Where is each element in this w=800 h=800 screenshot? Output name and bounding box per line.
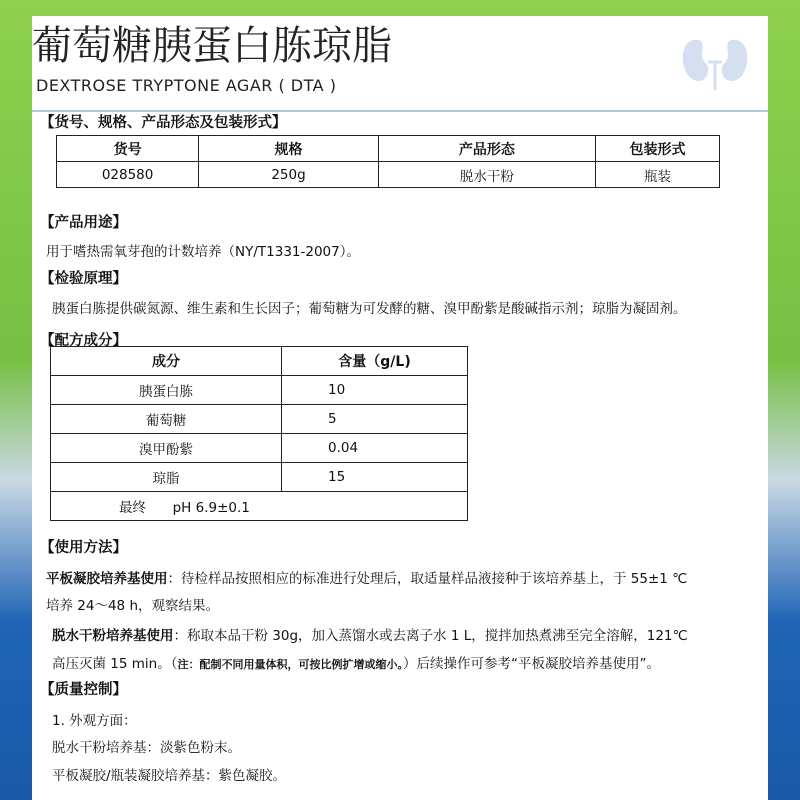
product-title-en: DEXTROSE TRYPTONE AGAR ( DTA )	[36, 76, 337, 95]
section-principle-heading: 【检验原理】	[40, 271, 127, 287]
formula-ingredient: 胰蛋白胨	[51, 376, 282, 405]
method-plate-text: ：待检样品按照相应的标准进行处理后，取适量样品液接种于该培养基上，于 55±1 ℃	[167, 571, 688, 587]
method-dry-label: 脱水干粉培养基使用	[52, 628, 174, 644]
section-method-heading: 【使用方法】	[40, 540, 127, 556]
formula-ingredient: 琼脂	[51, 463, 282, 492]
formula-final-cell	[51, 492, 468, 521]
formula-amount: 15	[282, 463, 468, 492]
table-row-final	[51, 492, 468, 521]
spec-cell-code: 028580	[57, 162, 199, 188]
spec-cell-form: 脱水干粉	[378, 162, 595, 188]
formula-final-label: 最终	[119, 500, 146, 516]
product-title-cn: 葡萄糖胰蛋白胨琼脂	[32, 23, 392, 69]
table-row	[51, 405, 468, 434]
table-header-row	[57, 136, 720, 162]
method-plate-label: 平板凝胶培养基使用	[46, 571, 168, 587]
quality-item-1: 1. 外观方面：	[52, 713, 137, 729]
method-plate-line1	[46, 569, 687, 589]
section-spec-heading: 【货号、规格、产品形态及包装形式】	[40, 115, 287, 131]
title-divider	[32, 110, 768, 112]
table-row	[51, 434, 468, 463]
table-row	[51, 376, 468, 405]
formula-header-amount: 含量（g/L)	[282, 347, 468, 376]
table-row	[51, 463, 468, 492]
method-dry-text: ：称取本品干粉 30g，加入蒸馏水或去离子水 1 L，搅拌加热煮沸至完全溶解，121℃	[173, 628, 688, 644]
product-sheet	[32, 16, 768, 800]
table-row	[57, 162, 720, 188]
method-dry-text2b: ）后续操作可参考“平板凝胶培养基使用”。	[402, 656, 660, 672]
formula-amount: 10	[282, 376, 468, 405]
method-dry-line2	[52, 654, 660, 675]
spec-cell-size: 250g	[199, 162, 379, 188]
formula-table	[50, 346, 468, 521]
method-dry-note: 注：配制不同用量体积，可按比例扩增或缩小。	[177, 658, 403, 671]
usage-text: 用于嗜热需氧芽孢的计数培养（NY/T1331-2007）。	[46, 244, 360, 260]
section-quality-heading: 【质量控制】	[40, 682, 127, 698]
spec-header-form: 产品形态	[378, 136, 595, 162]
section-usage-heading: 【产品用途】	[40, 215, 127, 231]
quality-dry-powder: 脱水干粉培养基：淡紫色粉末。	[52, 740, 241, 756]
formula-header-ingredient: 成分	[51, 347, 282, 376]
formula-ingredient: 葡萄糖	[51, 405, 282, 434]
method-plate-line2: 培养 24～48 h，观察结果。	[46, 598, 219, 614]
formula-amount: 5	[282, 405, 468, 434]
kidney-watermark-icon	[680, 32, 750, 92]
spec-table	[56, 135, 720, 188]
formula-ingredient: 溴甲酚紫	[51, 434, 282, 463]
spec-header-size: 规格	[199, 136, 379, 162]
section-formula-heading: 【配方成分】	[40, 333, 127, 349]
method-dry-line1	[52, 626, 688, 646]
method-dry-text2a: 高压灭菌 15 min。（	[52, 656, 178, 672]
formula-final-value: pH 6.9±0.1	[172, 500, 250, 516]
table-header-row	[51, 347, 468, 376]
principle-text: 胰蛋白胨提供碳氮源、维生素和生长因子；葡萄糖为可发酵的糖、溴甲酚紫是酸碱指示剂；琼脂为凝固剂。	[52, 301, 687, 317]
formula-amount: 0.04	[282, 434, 468, 463]
spec-header-code: 货号	[57, 136, 199, 162]
spec-header-package: 包装形式	[595, 136, 719, 162]
quality-plate-gel: 平板凝胶/瓶装凝胶培养基：紫色凝胶。	[52, 768, 287, 784]
spec-cell-package: 瓶装	[595, 162, 719, 188]
